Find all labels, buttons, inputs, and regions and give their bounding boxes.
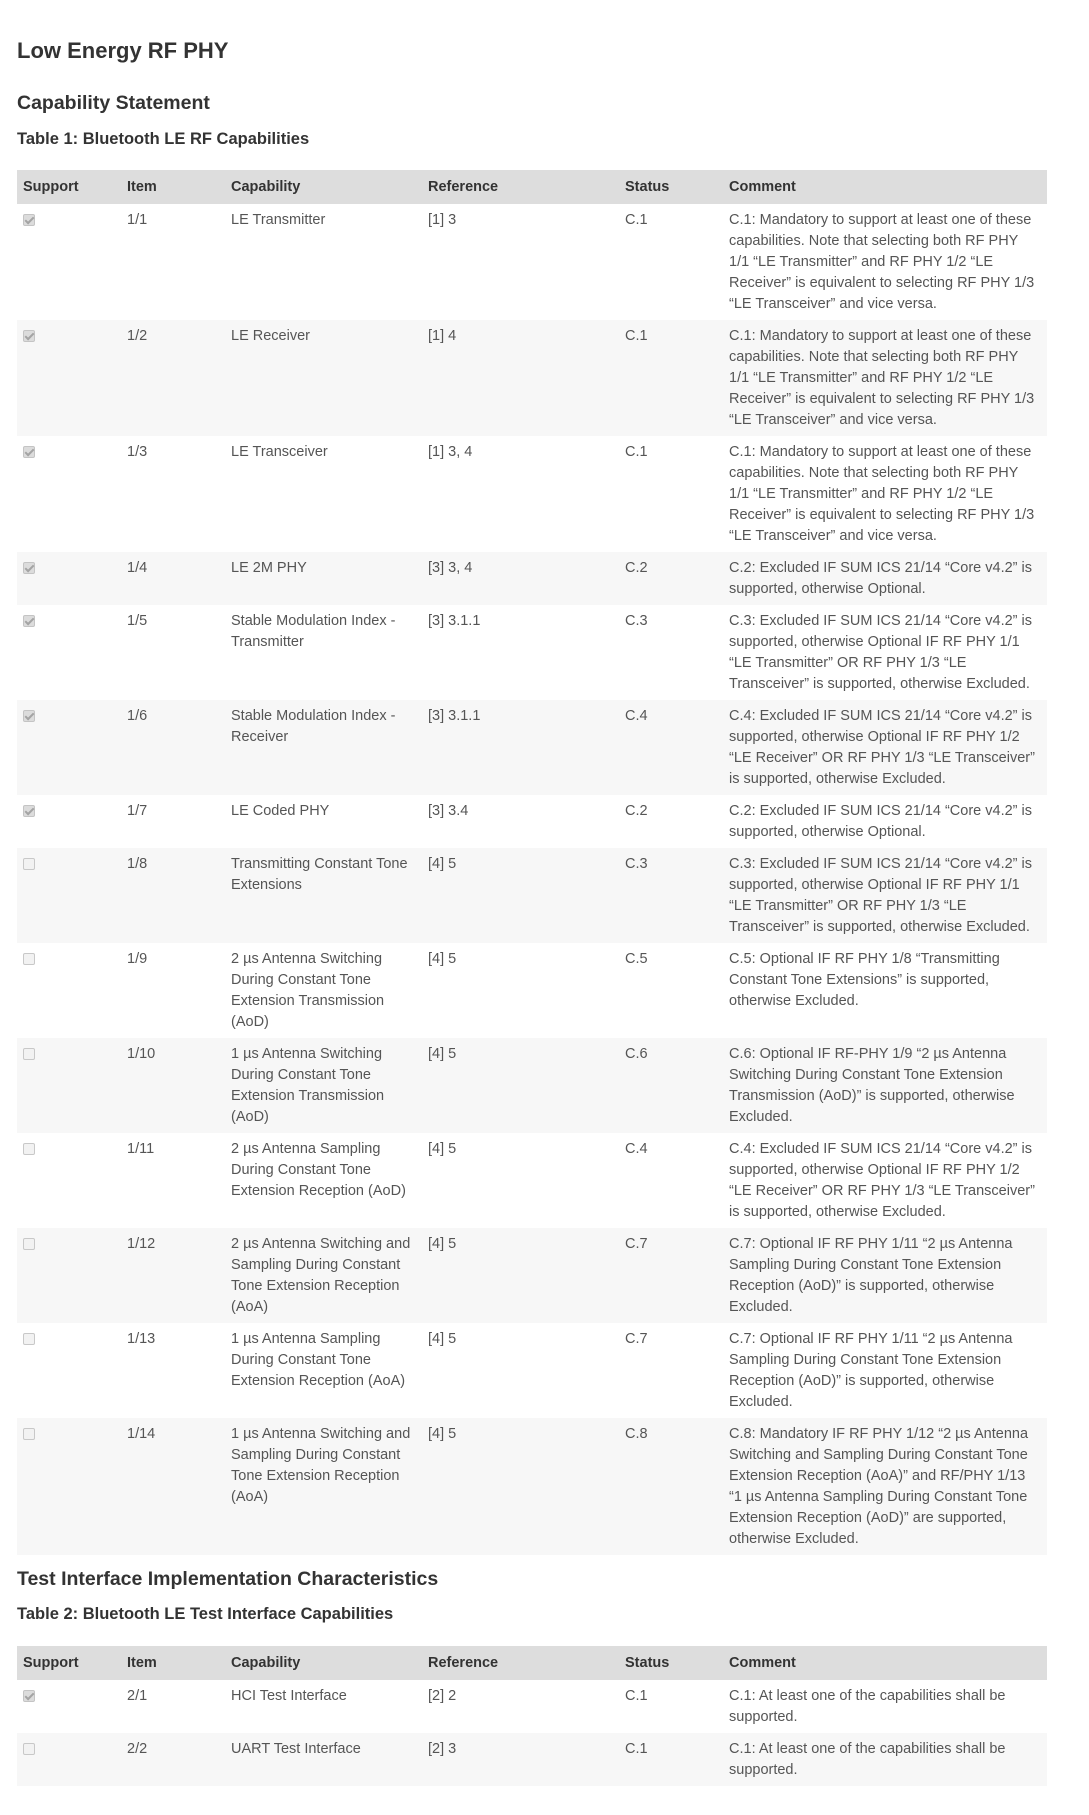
item-cell: 1/12 [127,1236,156,1252]
column-header-support: Support [23,178,79,195]
status-cell: C.1 [625,1688,648,1704]
column-header-item: Item [127,178,157,195]
status-cell: C.4 [625,708,648,724]
comment-cell: C.5: Optional IF RF PHY 1/8 “Transmitting Constant Tone Extensions” is supported, otherwise Excluded. [729,951,1000,1009]
capability-cell: 2 µs Antenna Sampling During Constant Tone Extension Reception (AoD) [231,1141,406,1199]
table-header-row [17,170,1047,204]
support-cell [17,204,121,320]
section-heading-capability-statement: Capability Statement [17,92,210,114]
status-cell: C.1 [625,212,648,228]
support-checkbox[interactable] [23,1690,35,1702]
support-cell [17,1680,121,1733]
status-cell: C.7 [625,1331,648,1347]
reference-cell: [3] 3.1.1 [428,613,481,629]
table-1-title: Table 1: Bluetooth LE RF Capabilities [17,130,310,148]
support-checkbox[interactable] [23,615,35,627]
table-row [17,320,1047,436]
comment-cell: C.2: Excluded IF SUM ICS 21/14 “Core v4.2” is supported, otherwise Optional. [729,803,1032,840]
item-cell: 1/14 [127,1426,156,1442]
column-header-support: Support [23,1654,79,1671]
capability-cell: UART Test Interface [231,1741,361,1757]
table-row [17,1680,1047,1733]
reference-cell: [3] 3.1.1 [428,708,481,724]
table-row [17,436,1047,552]
test-interface-table [17,1646,1047,1786]
column-header-capability: Capability [231,178,301,195]
status-cell: C.1 [625,1741,648,1757]
support-cell [17,795,121,848]
support-checkbox[interactable] [23,858,35,870]
support-cell [17,848,121,943]
support-cell [17,605,121,700]
status-cell: C.1 [625,444,648,460]
capability-cell: 2 µs Antenna Switching and Sampling During Constant Tone Extension Reception (AoA) [231,1236,411,1315]
comment-cell: C.1: At least one of the capabilities shall be supported. [729,1741,1006,1778]
item-cell: 1/10 [127,1046,156,1062]
comment-cell: C.3: Excluded IF SUM ICS 21/14 “Core v4.2” is supported, otherwise Optional IF RF PHY 1/1 “LE Transmitter” OR RF PHY 1/3 “LE Transceiver” is supported, otherwise Excluded. [729,856,1032,935]
support-checkbox[interactable] [23,214,35,226]
status-cell: C.1 [625,328,648,344]
comment-cell: C.7: Optional IF RF PHY 1/11 “2 µs Antenna Sampling During Constant Tone Extension Reception (AoD)” is supported, otherwise Excluded. [729,1236,1013,1315]
reference-cell: [3] 3, 4 [428,560,473,576]
support-checkbox[interactable] [23,562,35,574]
reference-cell: [4] 5 [428,951,457,967]
status-cell: C.3 [625,856,648,872]
support-cell [17,1323,121,1418]
support-cell [17,320,121,436]
comment-cell: C.7: Optional IF RF PHY 1/11 “2 µs Antenna Sampling During Constant Tone Extension Reception (AoD)” is supported, otherwise Excluded. [729,1331,1013,1410]
capability-cell: LE 2M PHY [231,560,307,576]
comment-cell: C.1: Mandatory to support at least one of these capabilities. Note that selecting both RF PHY 1/1 “LE Transmitter” and RF PHY 1/2 “LE Receiver” is equivalent to selecting RF PHY 1/3 “LE Transceiver” and vice versa. [729,444,1035,544]
comment-cell: C.2: Excluded IF SUM ICS 21/14 “Core v4.2” is supported, otherwise Optional. [729,560,1032,597]
reference-cell: [4] 5 [428,1141,457,1157]
table-row [17,795,1047,848]
table-row [17,1323,1047,1418]
reference-cell: [4] 5 [428,1046,457,1062]
reference-cell: [4] 5 [428,1236,457,1252]
capability-cell: LE Transmitter [231,212,326,228]
item-cell: 1/13 [127,1331,156,1347]
support-cell [17,436,121,552]
item-cell: 1/5 [127,613,148,629]
reference-cell: [3] 3.4 [428,803,469,819]
column-header-status: Status [625,178,670,195]
item-cell: 1/11 [127,1141,155,1157]
table-row [17,1038,1047,1133]
reference-cell: [1] 4 [428,328,457,344]
column-header-reference: Reference [428,1654,499,1671]
comment-cell: C.4: Excluded IF SUM ICS 21/14 “Core v4.2” is supported, otherwise Optional IF RF PHY 1/2 “LE Receiver” OR RF PHY 1/3 “LE Transceiver” is supported, otherwise Excluded. [729,708,1035,787]
item-cell: 1/2 [127,328,148,344]
reference-cell: [2] 3 [428,1741,457,1757]
capability-cell: LE Transceiver [231,444,328,460]
table-row [17,204,1047,320]
table-row [17,1418,1047,1555]
comment-cell: C.4: Excluded IF SUM ICS 21/14 “Core v4.2” is supported, otherwise Optional IF RF PHY 1/2 “LE Receiver” OR RF PHY 1/3 “LE Transceiver” is supported, otherwise Excluded. [729,1141,1035,1220]
support-checkbox[interactable] [23,1428,35,1440]
support-cell [17,552,121,605]
table-row [17,605,1047,700]
support-checkbox[interactable] [23,710,35,722]
table-row [17,943,1047,1038]
table-row [17,848,1047,943]
reference-cell: [2] 2 [428,1688,457,1704]
item-cell: 1/8 [127,856,148,872]
support-cell [17,1038,121,1133]
comment-cell: C.1: Mandatory to support at least one of these capabilities. Note that selecting both RF PHY 1/1 “LE Transmitter” and RF PHY 1/2 “LE Receiver” is equivalent to selecting RF PHY 1/3 “LE Transceiver” and vice versa. [729,212,1035,312]
column-header-item: Item [127,1654,157,1671]
support-checkbox[interactable] [23,1143,35,1155]
status-cell: C.7 [625,1236,648,1252]
support-cell [17,1228,121,1323]
capability-cell: Stable Modulation Index - Transmitter [231,613,396,650]
comment-cell: C.8: Mandatory IF RF PHY 1/12 “2 µs Antenna Switching and Sampling During Constant Tone Extension Reception (AoA)” and RF/PHY 1/13 “1 µs Antenna Sampling During Constant Tone Extension Reception (AoD)” are supported, otherwise Excluded. [729,1426,1029,1547]
table-header-row [17,1646,1047,1680]
column-header-comment: Comment [729,1654,796,1671]
support-checkbox[interactable] [23,805,35,817]
capability-cell: LE Coded PHY [231,803,330,819]
item-cell: 2/1 [127,1688,148,1704]
reference-cell: [4] 5 [428,1426,457,1442]
reference-cell: [1] 3 [428,212,457,228]
capability-cell: 1 µs Antenna Sampling During Constant Tone Extension Reception (AoA) [231,1331,406,1389]
support-cell [17,1133,121,1228]
reference-cell: [1] 3, 4 [428,444,473,460]
page-title: Low Energy RF PHY [17,38,229,63]
support-checkbox[interactable] [23,1048,35,1060]
support-checkbox[interactable] [23,1238,35,1250]
capability-cell: LE Receiver [231,328,310,344]
item-cell: 1/7 [127,803,148,819]
support-checkbox[interactable] [23,1743,35,1755]
item-cell: 1/9 [127,951,148,967]
reference-cell: [4] 5 [428,1331,457,1347]
comment-cell: C.3: Excluded IF SUM ICS 21/14 “Core v4.2” is supported, otherwise Optional IF RF PHY 1/1 “LE Transmitter” OR RF PHY 1/3 “LE Transceiver” is supported, otherwise Excluded. [729,613,1032,692]
reference-cell: [4] 5 [428,856,457,872]
column-header-reference: Reference [428,178,499,195]
item-cell: 1/4 [127,560,148,576]
capability-cell: HCI Test Interface [231,1688,347,1704]
table-row [17,552,1047,605]
status-cell: C.4 [625,1141,648,1157]
support-cell [17,700,121,795]
table-row [17,1133,1047,1228]
support-checkbox[interactable] [23,330,35,342]
support-cell [17,1733,121,1786]
item-cell: 1/1 [127,212,148,228]
capabilities-table [17,170,1047,1555]
status-cell: C.2 [625,803,648,819]
table-row [17,1228,1047,1323]
support-cell [17,943,121,1038]
support-checkbox[interactable] [23,1333,35,1345]
capability-cell: Transmitting Constant Tone Extensions [231,856,408,893]
comment-cell: C.6: Optional IF RF-PHY 1/9 “2 µs Antenna Switching During Constant Tone Extension Transmission (AoD)” is supported, otherwise Excluded. [729,1046,1015,1125]
capability-cell: 1 µs Antenna Switching During Constant Tone Extension Transmission (AoD) [231,1046,385,1125]
support-checkbox[interactable] [23,446,35,458]
capability-cell: Stable Modulation Index - Receiver [231,708,396,745]
capability-cell: 1 µs Antenna Switching and Sampling During Constant Tone Extension Reception (AoA) [231,1426,411,1505]
status-cell: C.5 [625,951,648,967]
status-cell: C.6 [625,1046,648,1062]
support-checkbox[interactable] [23,953,35,965]
table-row [17,700,1047,795]
item-cell: 2/2 [127,1741,148,1757]
status-cell: C.8 [625,1426,648,1442]
column-header-status: Status [625,1654,670,1671]
status-cell: C.2 [625,560,648,576]
table-row [17,1733,1047,1786]
status-cell: C.3 [625,613,648,629]
comment-cell: C.1: At least one of the capabilities shall be supported. [729,1688,1006,1725]
item-cell: 1/3 [127,444,148,460]
support-cell [17,1418,121,1555]
column-header-capability: Capability [231,1654,301,1671]
item-cell: 1/6 [127,708,148,724]
table-2-title: Table 2: Bluetooth LE Test Interface Capabilities [17,1605,394,1623]
comment-cell: C.1: Mandatory to support at least one of these capabilities. Note that selecting both RF PHY 1/1 “LE Transmitter” and RF PHY 1/2 “LE Receiver” is equivalent to selecting RF PHY 1/3 “LE Transceiver” and vice versa. [729,328,1035,428]
section-heading-test-interface: Test Interface Implementation Characteristics [17,1568,439,1590]
capability-cell: 2 µs Antenna Switching During Constant Tone Extension Transmission (AoD) [231,951,385,1030]
column-header-comment: Comment [729,178,796,195]
